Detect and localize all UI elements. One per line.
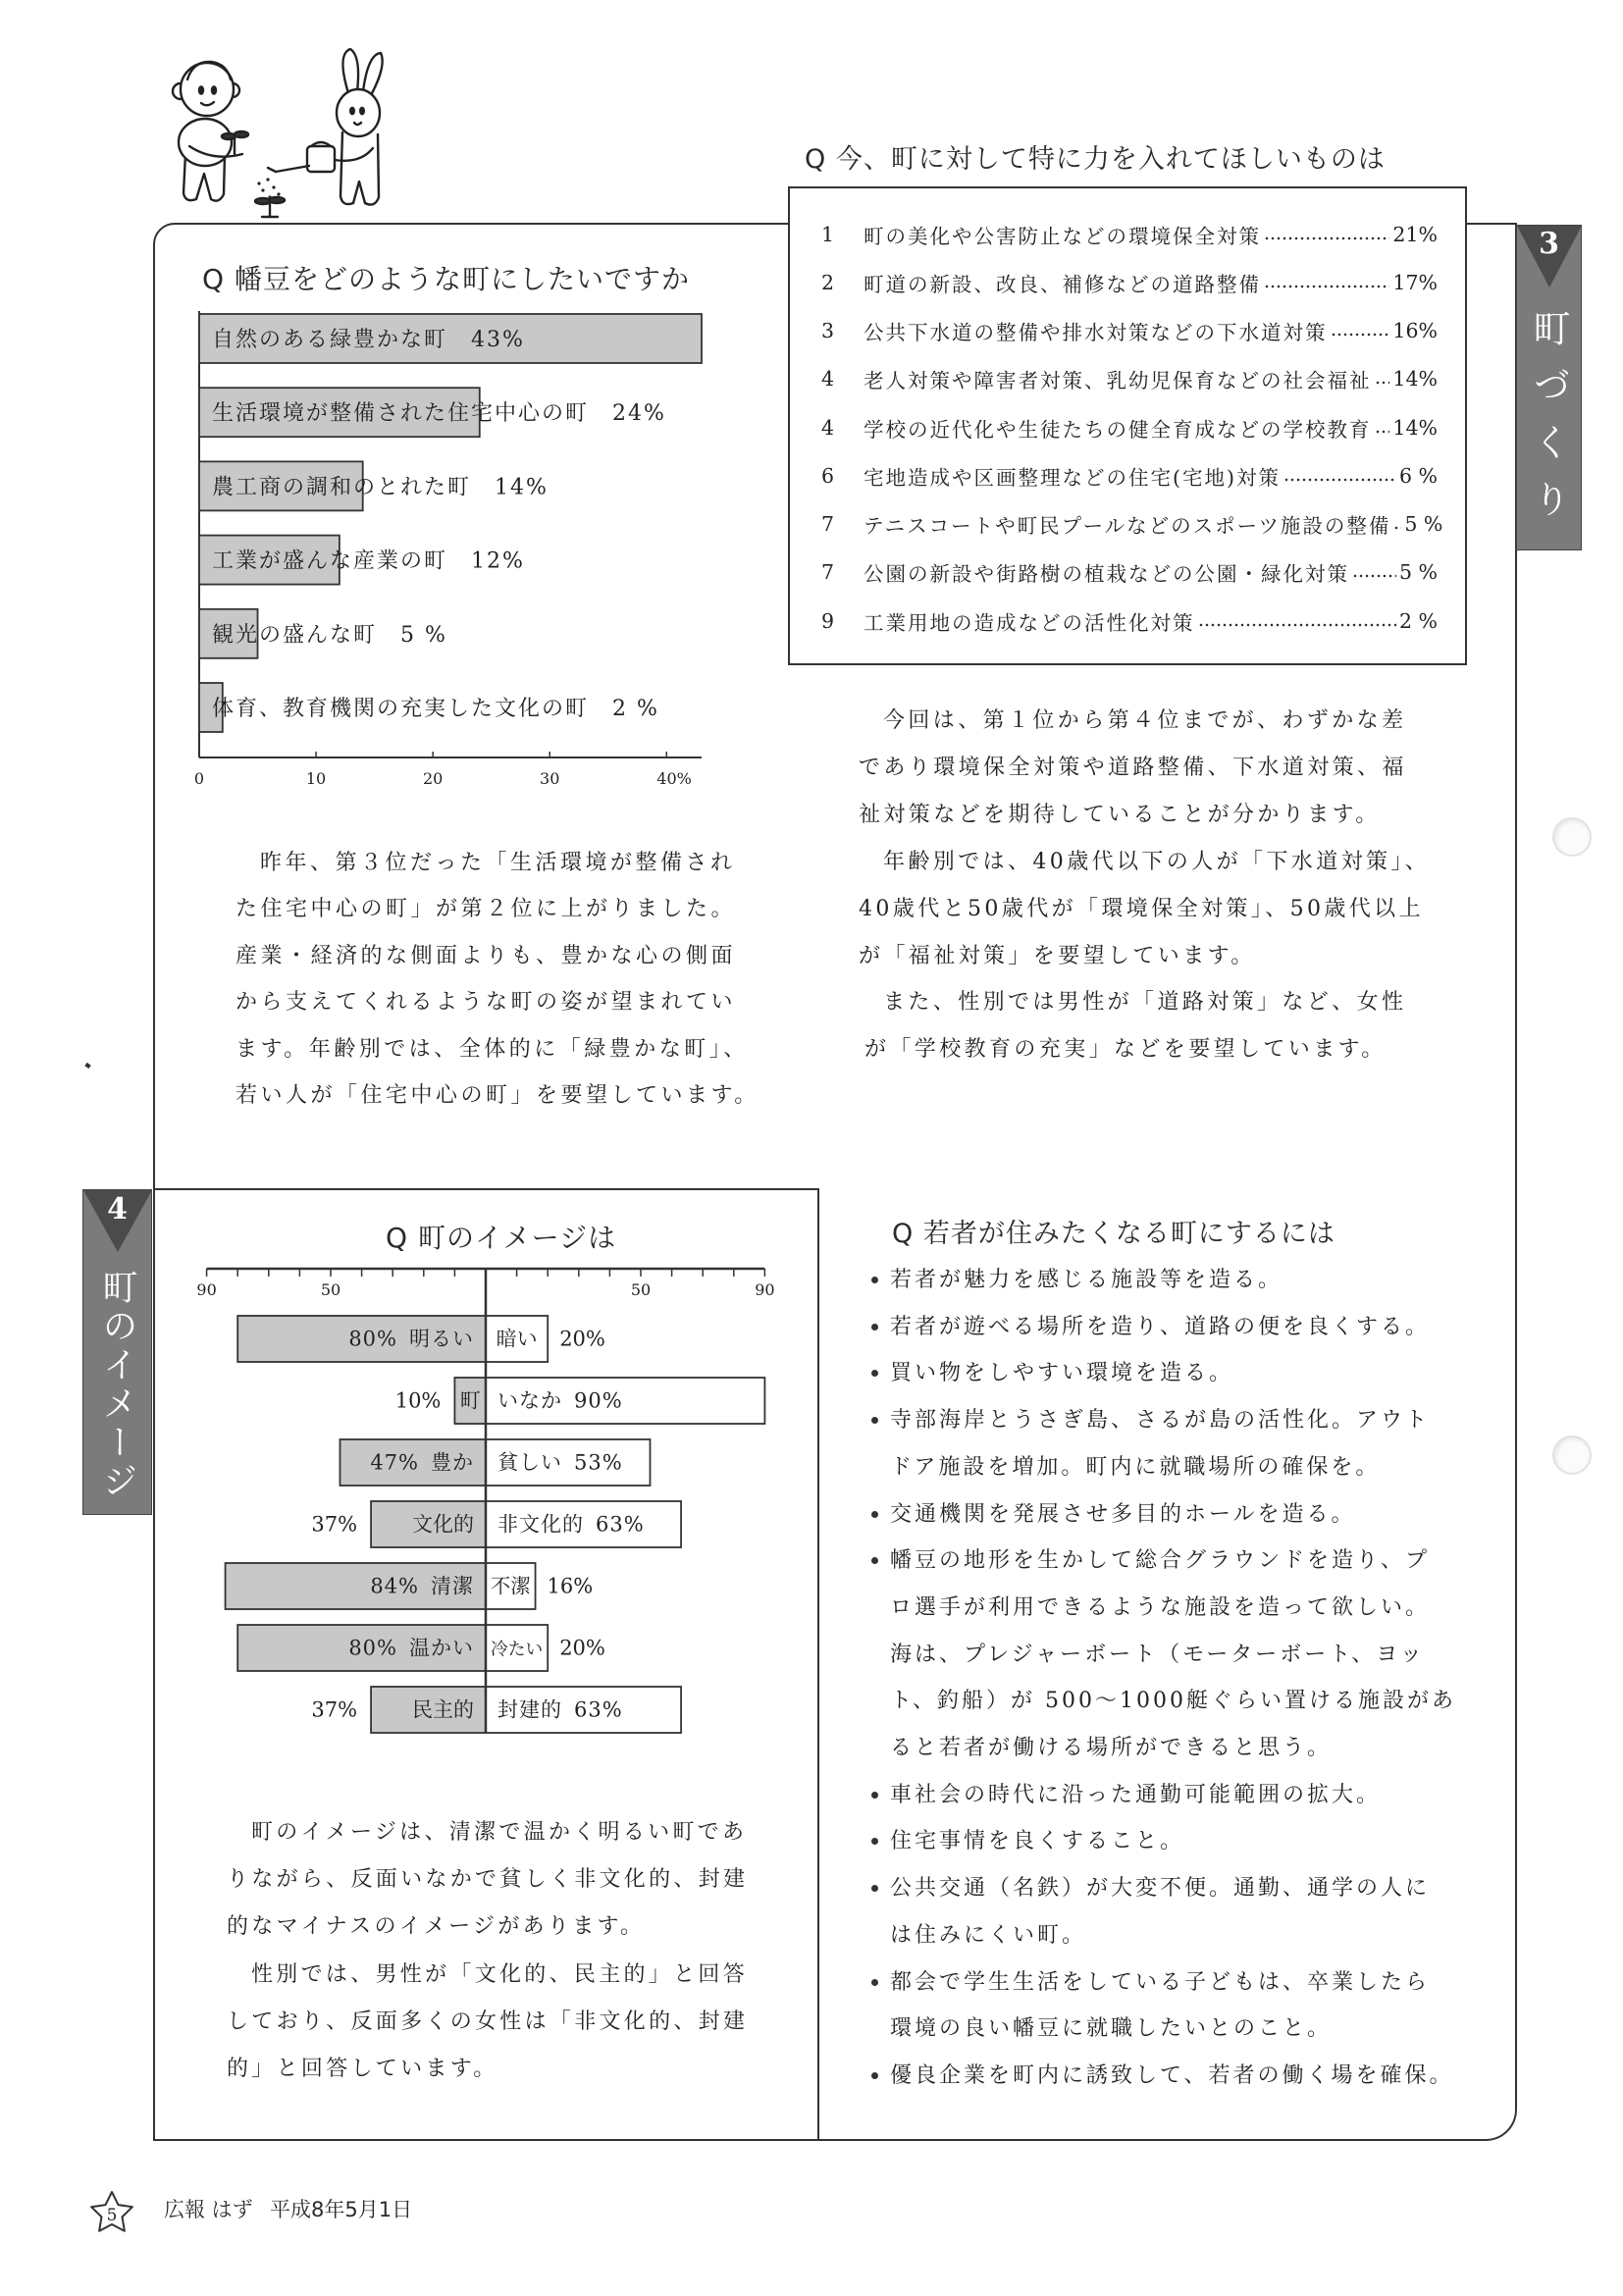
paragraph bbox=[859, 839, 1430, 980]
right-value-label: 16% bbox=[547, 1574, 594, 1598]
left-category-label: 明るい bbox=[409, 1327, 474, 1351]
bullet-item bbox=[870, 1491, 1456, 1539]
item-label: 町の美化や公害防止などの環境保全対策 bbox=[864, 224, 1261, 248]
right-bar-label bbox=[497, 1451, 623, 1475]
item-percent: 16% bbox=[1392, 319, 1438, 343]
text-line: た住宅中心の町」が第２位に上がりました。 bbox=[236, 897, 737, 922]
text-line: 年齢別では、40歳代以下の人が「下水道対策」、 bbox=[883, 849, 1431, 874]
item-label: 工業用地の造成などの活性化対策 bbox=[864, 610, 1195, 635]
bar-value-label: 14% bbox=[495, 475, 549, 500]
left-category-label: 清潔 bbox=[431, 1574, 474, 1598]
item-percent: 14% bbox=[1392, 367, 1438, 391]
left-category-label: 町 bbox=[459, 1388, 481, 1413]
bullet-dot-icon bbox=[871, 2072, 878, 2079]
bar-label bbox=[212, 697, 659, 721]
right-value-label: 90% bbox=[574, 1388, 623, 1413]
left-bar-label bbox=[348, 1328, 474, 1351]
paragraph bbox=[859, 698, 1430, 839]
item-percent: 14% bbox=[1392, 415, 1438, 440]
text-line: 公共交通（名鉄）が大変不便。通勤、通学の人に bbox=[890, 1876, 1431, 1902]
text-line: 的なマイナスのイメージがあります。 bbox=[227, 1914, 646, 1940]
text-line: が「福祉対策」を要望しています。 bbox=[859, 943, 1256, 968]
section-label: 町のイメージ bbox=[97, 1269, 137, 1501]
rank-number: 2 bbox=[821, 270, 835, 294]
chart-town-image-diverging-bar-chart bbox=[186, 1217, 795, 1751]
rank-number: 9 bbox=[821, 608, 835, 633]
text-line: 性別では、男性が「文化的、民主的」と回答 bbox=[251, 1961, 749, 1987]
right-value-label: 63% bbox=[596, 1512, 645, 1537]
dot-leader bbox=[1264, 284, 1389, 289]
x-tick-label: 50 bbox=[320, 1280, 341, 1299]
bullet-dot-icon bbox=[871, 1979, 878, 1986]
bar-value-label: 2 % bbox=[612, 697, 659, 721]
publication-name: 広報 はず bbox=[164, 2198, 253, 2221]
text-line: 産業・経済的な側面よりも、豊かな心の側面 bbox=[236, 943, 737, 968]
paragraph bbox=[227, 1952, 748, 2094]
ranking-item bbox=[790, 451, 1465, 499]
right-category-label: 貧しい bbox=[497, 1450, 562, 1475]
q2-title: Q 今、町に対して特に力を入れてほしいものは bbox=[805, 144, 1386, 175]
item-percent: 6 % bbox=[1398, 463, 1438, 488]
rank-number: 4 bbox=[821, 415, 835, 440]
left-category-label: 温かい bbox=[409, 1636, 474, 1660]
section-number: 4 bbox=[107, 1192, 128, 1226]
ranking-item bbox=[790, 597, 1465, 645]
sprout-icon bbox=[255, 197, 285, 217]
q4-bullet-list bbox=[870, 1257, 1456, 2100]
child-character-icon bbox=[173, 62, 248, 201]
bullet-item bbox=[870, 1959, 1456, 2053]
text-line: 若者が魅力を感じる施設等を造る。 bbox=[890, 1268, 1283, 1292]
text-line: から支えてくれるような町の姿が望まれてい bbox=[236, 990, 737, 1016]
left-value-label: 80% bbox=[348, 1327, 397, 1351]
left-value-label: 10% bbox=[394, 1388, 442, 1413]
text-line: 買い物をしやすい環境を造る。 bbox=[890, 1361, 1234, 1386]
text-line: 的」と回答しています。 bbox=[227, 2057, 498, 2082]
text-line: ます。年齢別では、全体的に「緑豊かな町」、 bbox=[236, 1036, 749, 1062]
bar-value-label: 24% bbox=[612, 401, 666, 427]
rank-number: 6 bbox=[821, 463, 835, 488]
ranking-item bbox=[790, 307, 1465, 355]
bar-category-label: 自然のある緑豊かな町 bbox=[212, 328, 448, 352]
dot-leader bbox=[1198, 622, 1396, 628]
item-percent: 21% bbox=[1392, 222, 1438, 246]
text-line: 交通機関を発展させ多目的ホールを造る。 bbox=[890, 1501, 1356, 1527]
chart-1-title: Q 幡豆をどのような町にしたいですか bbox=[202, 263, 690, 295]
bullet-item bbox=[870, 1350, 1456, 1397]
ranking-item bbox=[790, 355, 1465, 403]
text-line: りながら、反面いなかで貧しく非文化的、封建 bbox=[227, 1867, 749, 1893]
rank-number: 3 bbox=[821, 319, 835, 343]
x-tick-label: 90 bbox=[196, 1280, 217, 1299]
bullet-item bbox=[870, 1538, 1456, 1772]
mascot-illustration bbox=[162, 44, 407, 221]
dot-leader bbox=[1375, 429, 1390, 435]
left-value-label: 84% bbox=[370, 1574, 419, 1598]
text-line: が「学校教育の充実」などを要望しています。 bbox=[864, 1037, 1387, 1063]
text-line: 若者が遊べる場所を造り、道路の便を良くする。 bbox=[890, 1314, 1431, 1339]
bullet-item bbox=[870, 1304, 1456, 1351]
item-label: 老人対策や障害者対策、乳幼児保育などの社会福祉 bbox=[864, 369, 1372, 393]
right-category-label: 封建的 bbox=[497, 1697, 562, 1722]
x-tick-label: 50 bbox=[630, 1280, 652, 1299]
ranking-item bbox=[790, 500, 1465, 548]
binder-hole-icon bbox=[1552, 1435, 1592, 1475]
left-value-label: 37% bbox=[311, 1697, 358, 1722]
bar-label bbox=[212, 623, 447, 648]
bullet-dot-icon bbox=[871, 1324, 878, 1331]
print-speck bbox=[84, 1063, 90, 1069]
bullet-item bbox=[870, 1818, 1456, 1865]
chart-town-wish-bar-chart bbox=[186, 299, 716, 800]
bullet-item bbox=[870, 1397, 1456, 1490]
right-bar-label bbox=[497, 1389, 623, 1413]
dot-leader bbox=[1331, 332, 1390, 338]
text-line: 若い人が「住宅中心の町」を要望しています。 bbox=[236, 1083, 759, 1109]
section-number: 3 bbox=[1539, 227, 1559, 261]
text-line: であり環境保全対策や道路整備、下水道対策、福 bbox=[859, 755, 1407, 780]
bullet-dot-icon bbox=[871, 1885, 878, 1892]
right-bar-label bbox=[497, 1513, 645, 1537]
left-category-label: 文化的 bbox=[412, 1512, 474, 1537]
bar-label bbox=[212, 328, 525, 352]
item-label: テニスコートや町民プールなどのスポーツ施設の整備 bbox=[864, 514, 1391, 539]
bullet-item bbox=[870, 1257, 1456, 1304]
ranking-item bbox=[790, 548, 1465, 597]
text-line: 環境の良い幡豆に就職したいとのこと。 bbox=[890, 2016, 1333, 2042]
x-tick-label: 30 bbox=[540, 769, 560, 788]
dot-leader bbox=[1283, 477, 1396, 483]
paragraph bbox=[236, 840, 759, 1119]
item-percent: 5 % bbox=[1398, 560, 1438, 585]
text-line: 幡豆の地形を生かして総合グラウンドを造り、プ bbox=[890, 1548, 1431, 1574]
bullet-dot-icon bbox=[871, 1557, 878, 1564]
left-value-label: 80% bbox=[348, 1636, 397, 1660]
page-number-star-icon bbox=[88, 2188, 135, 2235]
q4-title: Q 若者が住みたくなる町にするには bbox=[892, 1219, 1335, 1249]
bar-label bbox=[212, 475, 549, 499]
bar-label bbox=[212, 401, 666, 426]
text-line: 優良企業を町内に誘致して、若者の働く場を確保。 bbox=[890, 2062, 1454, 2088]
bullet-dot-icon bbox=[871, 1370, 878, 1377]
item-percent: 5 % bbox=[1404, 512, 1443, 537]
item-label: 公園の新設や街路樹の植栽などの公園・緑化対策 bbox=[864, 562, 1349, 587]
left-category-label: 豊か bbox=[431, 1450, 474, 1475]
page-number: 5 bbox=[106, 2206, 118, 2225]
item-label: 学校の近代化や生徒たちの健全育成などの学校教育 bbox=[864, 417, 1372, 442]
rabbit-character-icon bbox=[335, 49, 383, 205]
text-line: しており、反面多くの女性は「非文化的、封建 bbox=[227, 2009, 749, 2034]
right-value-label: 20% bbox=[559, 1636, 605, 1660]
q1-commentary bbox=[236, 840, 759, 1119]
item-percent: 2 % bbox=[1398, 608, 1438, 633]
right-category-label: 暗い bbox=[496, 1327, 538, 1351]
bar-category-label: 工業が盛んな産業の町 bbox=[212, 548, 448, 574]
bullet-dot-icon bbox=[871, 1838, 878, 1845]
section-label: 町づくり bbox=[1527, 309, 1570, 537]
left-category-label: 民主的 bbox=[412, 1697, 474, 1722]
ranking-item bbox=[790, 210, 1465, 258]
bullet-dot-icon bbox=[871, 1277, 878, 1283]
item-label: 公共下水道の整備や排水対策などの下水道対策 bbox=[864, 321, 1328, 345]
x-tick-label: 10 bbox=[305, 769, 327, 788]
bullet-item bbox=[870, 1772, 1456, 1819]
text-line: 都会で学生生活をしている子どもは、卒業したら bbox=[890, 1969, 1431, 1995]
left-bar-label bbox=[348, 1637, 474, 1660]
x-tick-label: 20 bbox=[422, 769, 444, 788]
bullet-item bbox=[870, 2053, 1456, 2100]
watering-can-icon bbox=[268, 142, 335, 172]
ranking-item bbox=[790, 258, 1465, 306]
text-line: 海は、プレジャーボート（モーターボート、ヨッ bbox=[890, 1642, 1425, 1667]
bar-category-label: 農工商の調和のとれた町 bbox=[212, 475, 472, 500]
bullet-item bbox=[870, 1865, 1456, 1958]
text-line: は住みにくい町。 bbox=[890, 1922, 1087, 1948]
paragraph bbox=[227, 1809, 748, 1952]
bar-category-label: 体育、教育機関の充実した文化の町 bbox=[212, 697, 590, 721]
dot-leader bbox=[1375, 380, 1390, 386]
text-line: 祉対策などを期待していることが分かります。 bbox=[859, 802, 1381, 827]
text-line: 昨年、第３位だった「生活環境が整備され bbox=[260, 851, 736, 875]
right-category-label: 非文化的 bbox=[497, 1512, 584, 1537]
bar-label bbox=[212, 549, 525, 574]
text-line: 車社会の時代に沿った通勤可能範囲の拡大。 bbox=[890, 1782, 1382, 1807]
rank-number: 7 bbox=[821, 560, 835, 585]
left-value-label: 47% bbox=[370, 1450, 419, 1475]
ranking-item bbox=[790, 403, 1465, 451]
item-label: 町道の新設、改良、補修などの道路整備 bbox=[864, 272, 1261, 296]
paragraph bbox=[859, 979, 1430, 1073]
text-line: ト、釣船）が 500～1000艇ぐらい置ける施設があ bbox=[890, 1689, 1456, 1714]
right-bar-label bbox=[497, 1698, 623, 1722]
section-3-tab bbox=[1516, 225, 1582, 550]
item-label: 宅地造成や区画整理などの住宅(宅地)対策 bbox=[864, 465, 1281, 490]
text-line: 住宅事情を良くすること。 bbox=[890, 1829, 1185, 1854]
chart-2-title: Q 町のイメージは bbox=[386, 1222, 617, 1254]
item-percent: 17% bbox=[1392, 270, 1438, 294]
right-category-label: 不潔 bbox=[491, 1574, 531, 1598]
text-line: 今回は、第１位から第４位までが、わずかな差 bbox=[883, 708, 1407, 733]
right-category-label: 冷たい bbox=[491, 1640, 544, 1660]
x-tick-label: 90 bbox=[755, 1280, 775, 1299]
water-drops-icon bbox=[257, 178, 280, 198]
right-category-label: いなか bbox=[497, 1388, 562, 1413]
text-line: 町のイメージは、清潔で温かく明るい町であ bbox=[251, 1820, 748, 1845]
bar-category-label: 生活環境が整備された住宅中心の町 bbox=[212, 401, 590, 427]
text-line: ると若者が働ける場所ができると思う。 bbox=[890, 1736, 1333, 1761]
x-tick-label: 0 bbox=[193, 769, 205, 788]
bullet-dot-icon bbox=[871, 1511, 878, 1518]
bar-category-label: 観光の盛んな町 bbox=[212, 622, 378, 648]
publication-date: 平成8年5月1日 bbox=[270, 2198, 413, 2221]
q2-commentary bbox=[859, 698, 1430, 1073]
left-value-label: 37% bbox=[311, 1512, 358, 1537]
right-value-label: 63% bbox=[574, 1697, 623, 1722]
bar-value-label: 43% bbox=[471, 328, 525, 352]
section-4-tab bbox=[82, 1189, 152, 1515]
binder-hole-icon bbox=[1552, 817, 1592, 857]
bullet-dot-icon bbox=[871, 1792, 878, 1799]
bar-value-label: 12% bbox=[471, 548, 525, 574]
ranking-box bbox=[788, 186, 1467, 665]
right-value-label: 53% bbox=[574, 1450, 623, 1475]
rank-number: 4 bbox=[821, 367, 835, 391]
bar-value-label: 5 % bbox=[400, 622, 447, 648]
x-tick-label: 40% bbox=[656, 769, 692, 788]
q3-commentary bbox=[227, 1809, 748, 2093]
text-line: 40歳代と50歳代が「環境保全対策」、50歳代以上 bbox=[859, 896, 1424, 921]
text-line: 寺部海岸とうさぎ島、さるが島の活性化。アウト bbox=[890, 1408, 1431, 1434]
dot-leader bbox=[1393, 525, 1401, 531]
right-value-label: 20% bbox=[559, 1327, 605, 1351]
text-line: ロ選手が利用できるような施設を造って欲しい。 bbox=[890, 1594, 1431, 1620]
text-line: ドア施設を増加。町内に就職場所の確保を。 bbox=[890, 1454, 1381, 1480]
dot-leader bbox=[1264, 235, 1389, 241]
rank-number: 7 bbox=[821, 512, 835, 537]
rank-number: 1 bbox=[821, 222, 835, 246]
bullet-dot-icon bbox=[871, 1417, 878, 1424]
text-line: また、性別では男性が「道路対策」など、女性 bbox=[883, 990, 1407, 1016]
dot-leader bbox=[1352, 573, 1396, 579]
